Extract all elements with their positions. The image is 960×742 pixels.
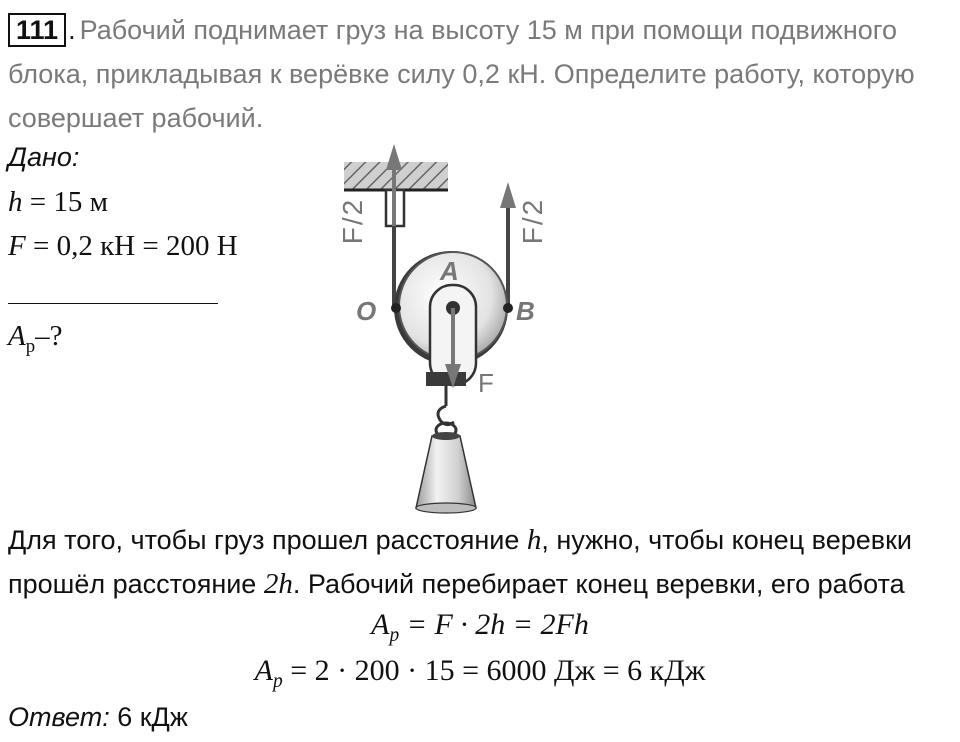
given-divider [8, 303, 218, 304]
formula-1-rhs: = F · 2h = 2Fh [399, 608, 589, 641]
find-suffix: –? [35, 320, 63, 352]
formula-1 [0, 608, 960, 647]
hanger-base [426, 372, 466, 386]
given-F-var: F [8, 230, 26, 262]
answer [8, 702, 188, 733]
label-f: F [478, 368, 494, 398]
formula-2-lhs: A [254, 654, 273, 687]
label-a: A [440, 256, 459, 286]
point-o-dot [391, 303, 401, 313]
left-arrow-head [386, 144, 402, 170]
left-f-half-label: F/2 [337, 199, 368, 245]
answer-value: 6 кДж [109, 702, 188, 732]
pulley-diagram [330, 140, 570, 515]
formula-2-rhs: = 2 · 200 · 15 = 6000 Дж = 6 кДж [282, 654, 706, 687]
weight-bottom [416, 503, 476, 513]
given-h-value: = 15 м [22, 186, 108, 218]
solution-line-1 [8, 518, 954, 562]
given-F-value: = 0,2 кН = 200 Н [25, 230, 238, 262]
given-label: Дано: [8, 142, 80, 172]
answer-label: Ответ: [8, 702, 110, 732]
problem-number: 111 [8, 13, 66, 47]
given-h [8, 186, 108, 219]
right-arrow-head [500, 182, 516, 208]
find-var: A [8, 320, 26, 352]
problem-number-dot: . [68, 15, 76, 45]
solution-line-2 [8, 562, 954, 606]
formula-2 [0, 654, 960, 693]
label-b: B [516, 296, 535, 326]
find-quantity [8, 320, 63, 358]
formula-2-sub: p [272, 671, 283, 692]
given-h-var: h [8, 186, 23, 218]
formula-1-sub: p [389, 625, 400, 646]
solution-line-2-a: прошёл расстояние [8, 569, 264, 599]
solution-line-1-a: Для того, чтобы груз прошел расстояние [8, 525, 527, 555]
label-o: O [356, 296, 377, 326]
find-sub: р [25, 335, 36, 357]
solution-line-1-var: h [526, 524, 542, 556]
solution-line-1-b: , нужно, чтобы конец веревки [541, 525, 912, 555]
point-b-dot [503, 303, 513, 313]
load-weight [416, 436, 476, 508]
solution-line-2-b: . Рабочий перебирает конец веревки, его работа [292, 569, 905, 599]
problem-statement [8, 8, 954, 140]
given-F [8, 230, 238, 263]
problem-text: Рабочий поднимает груз на высоту 15 м при помощи подвижного блока, прикладывая к верёвке силу 0,2 кН. Определите работу, которую совершает рабочий. [8, 15, 915, 133]
weight-top [432, 432, 460, 440]
solution-line-2-var: 2h [263, 568, 293, 600]
right-f-half-label: F/2 [517, 199, 548, 245]
formula-1-lhs: A [371, 608, 390, 641]
